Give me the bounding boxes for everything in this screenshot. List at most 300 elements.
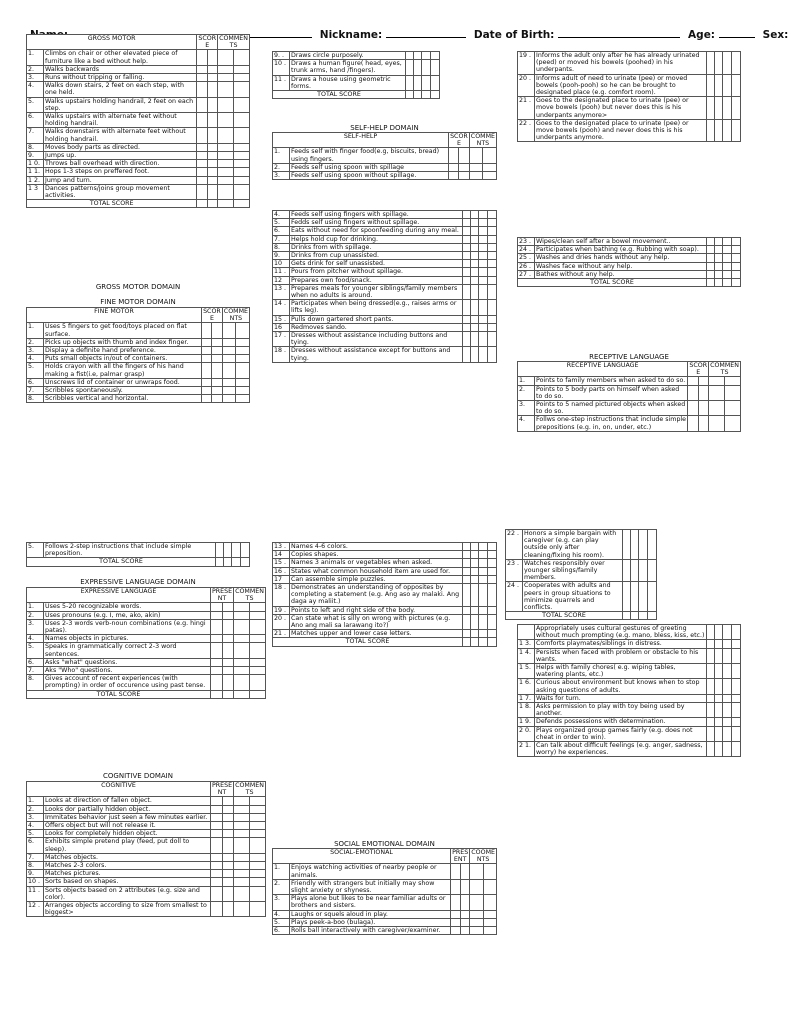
score-cell[interactable] [715,648,723,663]
comment-cell[interactable] [234,168,250,176]
score-cell[interactable] [210,805,222,813]
total-comment-cell[interactable] [250,690,266,698]
comment-cell[interactable] [236,355,250,363]
comment-cell[interactable] [648,582,657,612]
score-cell[interactable] [471,614,479,629]
total-score-cell[interactable] [707,279,715,287]
total-score-cell[interactable] [471,638,479,646]
comment-cell[interactable] [222,323,236,338]
comment-cell[interactable] [725,385,741,400]
comment-cell[interactable] [709,416,725,431]
score-cell[interactable] [210,658,222,666]
total-score-cell[interactable] [207,200,217,208]
comment-cell[interactable] [488,332,497,347]
comment-cell[interactable] [236,338,250,346]
comment-cell[interactable] [234,675,250,690]
score-cell[interactable] [202,338,212,346]
score-cell[interactable] [463,584,471,607]
score-cell[interactable] [222,886,234,901]
score-cell[interactable] [715,238,723,246]
age-field[interactable] [719,28,755,38]
total-score-cell[interactable] [210,690,222,698]
comment-cell[interactable] [479,235,488,243]
score-cell[interactable] [451,864,461,879]
comment-cell[interactable] [723,119,732,142]
comment-cell[interactable] [732,625,741,640]
score-cell[interactable] [463,252,471,260]
comment-cell[interactable] [479,260,488,268]
score-cell[interactable] [463,575,471,583]
comment-cell[interactable] [250,658,266,666]
comment-cell[interactable] [479,284,488,299]
comment-cell[interactable] [483,895,496,910]
score-cell[interactable] [451,927,461,935]
comment-cell[interactable] [723,742,732,757]
score-cell[interactable] [463,614,471,629]
score-cell[interactable] [210,838,222,853]
comment-cell[interactable] [723,52,732,75]
comment-cell[interactable] [250,603,266,611]
score-cell[interactable] [698,401,708,416]
comment-cell[interactable] [250,878,266,886]
score-cell[interactable] [471,284,479,299]
score-cell[interactable] [715,726,723,741]
comment-cell[interactable] [234,143,250,151]
comment-cell[interactable] [732,262,741,270]
score-cell[interactable] [210,797,222,805]
comment-cell[interactable] [218,152,234,160]
comment-cell[interactable] [470,927,483,935]
comment-cell[interactable] [723,625,732,640]
score-cell[interactable] [451,879,461,894]
score-cell[interactable] [460,879,470,894]
score-cell[interactable] [197,143,207,151]
comment-cell[interactable] [483,163,497,171]
score-cell[interactable] [414,60,422,75]
score-cell[interactable] [471,243,479,251]
score-cell[interactable] [471,584,479,607]
comment-cell[interactable] [488,347,497,362]
comment-cell[interactable] [483,172,497,180]
score-cell[interactable] [707,694,715,702]
score-cell[interactable] [471,300,479,315]
comment-cell[interactable] [479,300,488,315]
score-cell[interactable] [707,238,715,246]
score-cell[interactable] [222,805,234,813]
comment-cell[interactable] [234,619,250,634]
comment-cell[interactable] [234,805,250,813]
total-comment-cell[interactable] [241,558,250,566]
comment-cell[interactable] [483,918,496,926]
score-cell[interactable] [715,97,723,120]
score-cell[interactable] [463,323,471,331]
comment-cell[interactable] [488,584,497,607]
comment-cell[interactable] [222,355,236,363]
comment-cell[interactable] [479,332,488,347]
comment-cell[interactable] [732,254,741,262]
score-cell[interactable] [623,582,631,612]
total-comment-cell[interactable] [732,279,741,287]
comment-cell[interactable] [250,797,266,805]
score-cell[interactable] [197,82,207,97]
comment-cell[interactable] [234,838,250,853]
score-cell[interactable] [210,886,222,901]
comment-cell[interactable] [732,664,741,679]
score-cell[interactable] [715,119,723,142]
comment-cell[interactable] [250,813,266,821]
score-cell[interactable] [197,152,207,160]
score-cell[interactable] [210,643,222,658]
score-cell[interactable] [463,276,471,284]
score-cell[interactable] [197,97,207,112]
comment-cell[interactable] [723,254,732,262]
comment-cell[interactable] [479,630,488,638]
score-cell[interactable] [463,347,471,362]
comment-cell[interactable] [431,60,440,75]
comment-cell[interactable] [234,830,250,838]
comment-cell[interactable] [470,895,483,910]
total-comment-cell[interactable] [218,200,234,208]
comment-cell[interactable] [250,870,266,878]
score-cell[interactable] [197,113,207,128]
comment-cell[interactable] [732,74,741,97]
score-cell[interactable] [222,902,234,917]
comment-cell[interactable] [218,82,234,97]
score-cell[interactable] [471,347,479,362]
comment-cell[interactable] [218,143,234,151]
nickname-field[interactable] [386,28,466,38]
score-cell[interactable] [463,284,471,299]
dob-field[interactable] [558,28,680,38]
comment-cell[interactable] [488,276,497,284]
score-cell[interactable] [471,323,479,331]
comment-cell[interactable] [479,219,488,227]
comment-cell[interactable] [488,284,497,299]
comment-cell[interactable] [470,864,483,879]
score-cell[interactable] [463,315,471,323]
comment-cell[interactable] [218,113,234,128]
score-cell[interactable] [707,74,715,97]
score-cell[interactable] [715,703,723,718]
comment-cell[interactable] [236,378,250,386]
score-cell[interactable] [707,703,715,718]
score-cell[interactable] [197,176,207,184]
comment-cell[interactable] [483,148,497,163]
score-cell[interactable] [715,52,723,75]
score-cell[interactable] [222,822,234,830]
score-cell[interactable] [210,611,222,619]
score-cell[interactable] [222,667,234,675]
score-cell[interactable] [451,910,461,918]
score-cell[interactable] [707,640,715,648]
score-cell[interactable] [463,606,471,614]
comment-cell[interactable] [639,530,648,560]
comment-cell[interactable] [469,163,483,171]
comment-cell[interactable] [250,635,266,643]
comment-cell[interactable] [470,910,483,918]
score-cell[interactable] [207,184,217,199]
comment-cell[interactable] [222,387,236,395]
score-cell[interactable] [449,163,459,171]
comment-cell[interactable] [479,268,488,276]
score-cell[interactable] [471,211,479,219]
comment-cell[interactable] [732,97,741,120]
score-cell[interactable] [222,658,234,666]
comment-cell[interactable] [234,667,250,675]
score-cell[interactable] [631,559,639,582]
score-cell[interactable] [222,870,234,878]
total-score-cell[interactable] [414,91,422,99]
comment-cell[interactable] [479,276,488,284]
comment-cell[interactable] [483,864,496,879]
comment-cell[interactable] [236,387,250,395]
comment-cell[interactable] [488,211,497,219]
comment-cell[interactable] [479,567,488,575]
score-cell[interactable] [222,643,234,658]
score-cell[interactable] [459,163,469,171]
score-cell[interactable] [460,910,470,918]
comment-cell[interactable] [723,664,732,679]
score-cell[interactable] [202,355,212,363]
total-score-cell[interactable] [224,558,232,566]
score-cell[interactable] [207,113,217,128]
score-cell[interactable] [471,630,479,638]
comment-cell[interactable] [732,694,741,702]
comment-cell[interactable] [488,243,497,251]
score-cell[interactable] [202,387,212,395]
score-cell[interactable] [707,262,715,270]
comment-cell[interactable] [218,184,234,199]
comment-cell[interactable] [218,176,234,184]
total-comment-cell[interactable] [479,638,488,646]
comment-cell[interactable] [732,726,741,741]
comment-cell[interactable] [709,385,725,400]
comment-cell[interactable] [488,227,497,235]
score-cell[interactable] [210,830,222,838]
comment-cell[interactable] [725,377,741,385]
comment-cell[interactable] [234,128,250,143]
total-comment-cell[interactable] [488,638,497,646]
score-cell[interactable] [207,50,217,65]
score-cell[interactable] [451,918,461,926]
comment-cell[interactable] [234,82,250,97]
score-cell[interactable] [715,246,723,254]
comment-cell[interactable] [234,870,250,878]
score-cell[interactable] [715,74,723,97]
score-cell[interactable] [210,822,222,830]
comment-cell[interactable] [479,543,488,551]
comment-cell[interactable] [723,679,732,694]
comment-cell[interactable] [470,879,483,894]
score-cell[interactable] [471,219,479,227]
comment-cell[interactable] [234,853,250,861]
comment-cell[interactable] [250,886,266,901]
comment-cell[interactable] [479,211,488,219]
score-cell[interactable] [207,168,217,176]
score-cell[interactable] [631,530,639,560]
score-cell[interactable] [207,152,217,160]
score-cell[interactable] [222,862,234,870]
comment-cell[interactable] [479,347,488,362]
score-cell[interactable] [222,675,234,690]
comment-cell[interactable] [639,582,648,612]
score-cell[interactable] [471,227,479,235]
comment-cell[interactable] [234,65,250,73]
score-cell[interactable] [715,640,723,648]
score-cell[interactable] [463,219,471,227]
score-cell[interactable] [222,619,234,634]
comment-cell[interactable] [234,862,250,870]
score-cell[interactable] [688,401,698,416]
comment-cell[interactable] [250,675,266,690]
score-cell[interactable] [207,74,217,82]
score-cell[interactable] [715,254,723,262]
total-comment-cell[interactable] [422,91,431,99]
total-comment-cell[interactable] [648,612,657,620]
comment-cell[interactable] [218,50,234,65]
score-cell[interactable] [210,902,222,917]
score-cell[interactable] [707,718,715,726]
comment-cell[interactable] [234,643,250,658]
score-cell[interactable] [631,582,639,612]
score-cell[interactable] [202,347,212,355]
total-score-cell[interactable] [222,690,234,698]
score-cell[interactable] [406,52,414,60]
total-score-cell[interactable] [406,91,414,99]
score-cell[interactable] [212,395,222,403]
score-cell[interactable] [207,97,217,112]
score-cell[interactable] [471,606,479,614]
total-score-cell[interactable] [715,279,723,287]
comment-cell[interactable] [222,395,236,403]
score-cell[interactable] [463,567,471,575]
comment-cell[interactable] [723,74,732,97]
comment-cell[interactable] [234,74,250,82]
score-cell[interactable] [222,813,234,821]
score-cell[interactable] [471,276,479,284]
comment-cell[interactable] [483,910,496,918]
comment-cell[interactable] [250,611,266,619]
comment-cell[interactable] [234,886,250,901]
comment-cell[interactable] [488,268,497,276]
score-cell[interactable] [460,927,470,935]
comment-cell[interactable] [488,252,497,260]
score-cell[interactable] [210,870,222,878]
score-cell[interactable] [463,300,471,315]
score-cell[interactable] [207,128,217,143]
score-cell[interactable] [707,270,715,278]
total-score-cell[interactable] [631,612,639,620]
comment-cell[interactable] [723,640,732,648]
score-cell[interactable] [471,252,479,260]
comment-cell[interactable] [479,252,488,260]
score-cell[interactable] [451,895,461,910]
comment-cell[interactable] [250,853,266,861]
comment-cell[interactable] [483,927,496,935]
comment-cell[interactable] [488,219,497,227]
score-cell[interactable] [463,243,471,251]
score-cell[interactable] [210,878,222,886]
comment-cell[interactable] [236,347,250,355]
comment-cell[interactable] [469,172,483,180]
score-cell[interactable] [222,830,234,838]
score-cell[interactable] [414,75,422,90]
comment-cell[interactable] [250,619,266,634]
comment-cell[interactable] [723,246,732,254]
comment-cell[interactable] [723,726,732,741]
comment-cell[interactable] [479,323,488,331]
comment-cell[interactable] [234,635,250,643]
score-cell[interactable] [707,246,715,254]
score-cell[interactable] [197,74,207,82]
score-cell[interactable] [715,718,723,726]
comment-cell[interactable] [639,559,648,582]
score-cell[interactable] [463,268,471,276]
total-comment-cell[interactable] [723,279,732,287]
score-cell[interactable] [197,168,207,176]
total-score-cell[interactable] [197,200,207,208]
comment-cell[interactable] [422,75,431,90]
comment-cell[interactable] [488,630,497,638]
comment-cell[interactable] [732,718,741,726]
comment-cell[interactable] [488,300,497,315]
score-cell[interactable] [688,416,698,431]
score-cell[interactable] [471,315,479,323]
comment-cell[interactable] [250,838,266,853]
comment-cell[interactable] [723,262,732,270]
comment-cell[interactable] [236,323,250,338]
score-cell[interactable] [449,148,459,163]
score-cell[interactable] [197,65,207,73]
comment-cell[interactable] [732,238,741,246]
score-cell[interactable] [212,378,222,386]
score-cell[interactable] [207,82,217,97]
comment-cell[interactable] [488,575,497,583]
score-cell[interactable] [698,416,708,431]
score-cell[interactable] [715,742,723,757]
score-cell[interactable] [463,227,471,235]
score-cell[interactable] [707,254,715,262]
comment-cell[interactable] [732,246,741,254]
score-cell[interactable] [471,268,479,276]
total-comment-cell[interactable] [431,91,440,99]
comment-cell[interactable] [732,270,741,278]
comment-cell[interactable] [250,862,266,870]
score-cell[interactable] [210,862,222,870]
score-cell[interactable] [197,50,207,65]
comment-cell[interactable] [479,584,488,607]
comment-cell[interactable] [732,640,741,648]
comment-cell[interactable] [479,243,488,251]
comment-cell[interactable] [723,703,732,718]
comment-cell[interactable] [234,160,250,168]
comment-cell[interactable] [241,543,250,558]
comment-cell[interactable] [488,606,497,614]
score-cell[interactable] [197,184,207,199]
score-cell[interactable] [459,172,469,180]
comment-cell[interactable] [250,805,266,813]
comment-cell[interactable] [250,902,266,917]
score-cell[interactable] [202,323,212,338]
comment-cell[interactable] [234,50,250,65]
score-cell[interactable] [715,270,723,278]
comment-cell[interactable] [488,323,497,331]
score-cell[interactable] [707,664,715,679]
comment-cell[interactable] [222,363,236,378]
comment-cell[interactable] [469,148,483,163]
score-cell[interactable] [707,97,715,120]
score-cell[interactable] [222,838,234,853]
